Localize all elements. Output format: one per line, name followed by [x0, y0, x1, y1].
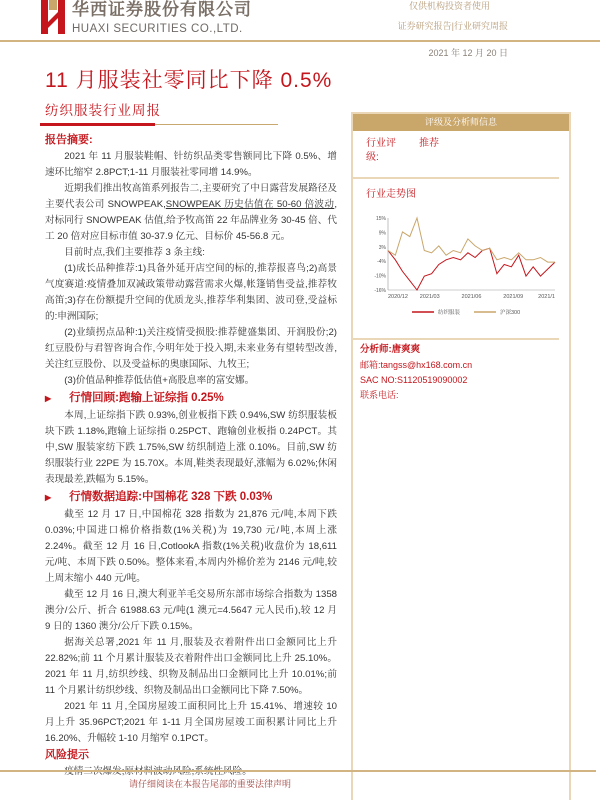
series-line-纺织服装 [388, 248, 555, 290]
y-tick-label: 15% [375, 216, 386, 222]
analyst-name: 分析师:唐爽爽 [360, 344, 421, 355]
x-tick-label: 2020/12 [388, 294, 408, 300]
data-tracking-p3: 据海关总署,2021 年 11 月,服装及衣着附件出口金额同比上升 22.82%;前 11 个月累计服装及衣着附件出口金额同比上升 25.10%。2021 年 11 月,纺织纱线、织物及制品出口金额同比上升 10.01%;前 11 个月累计纺织纱线、织物及制品出口金额同比下降 7.50%。 [45, 637, 337, 696]
data-tracking-p4: 2021 年 11 月,全国房屋竣工面积同比上升 15.41%、增速较 10 月上升 35.96PCT;2021 年 1-11 月全国房屋竣工面积累计同比上升 16.20%、升幅较 1-10 月缩窄 0.1PCT。 [45, 701, 337, 744]
rating-label: 行业评 级: [366, 138, 396, 163]
sidebar-header: 评级及分析师信息 [353, 114, 569, 131]
sidebar-divider [353, 338, 559, 340]
x-tick-label: 2021/06 [461, 294, 482, 300]
legend-label: 沪深300 [500, 310, 521, 316]
report-date: 2021 年 12 月 20 日 [428, 48, 508, 58]
footer-divider [0, 770, 596, 772]
report-type: 证券研究报告|行业研究周报 [397, 21, 508, 31]
brand-name-en: HUAXI SECURITIES CO.,LTD. [72, 23, 243, 35]
summary-p5: (2)业绩拐点品种:1)关注疫情受损股:推荐健盛集团、开润股份;2)红豆股份与君智咨询合作,今明年处于投入期,未来业务有望转型改善,关注红豆股份、以及受益标的奥康国际、九牧王; [45, 327, 337, 370]
y-tick-label: 9% [378, 230, 386, 237]
legend-label: 纺织服装 [438, 310, 461, 316]
data-tracking-p2: 截至 12 月 16 日,澳大利亚羊毛交易所东部市场综合指数为 1358 澳分/公斤、折合 61988.63 元/吨(1 澳元=4.5647 元人民币),较 12 月 9 日的 1360 澳分/公斤下跌 0.15%。 [45, 589, 337, 632]
x-tick-label: 2021/03 [419, 294, 440, 300]
summary-p2: 近期我们推出牧高笛系列报告二,主要研究了中日露营发展路径及主要代表公司 SNOWPEAK,SNOWPEAK 历史估值在 50-60 倍波动,对标同行 SNOWPEAK 估值,给予牧高笛 22 年品牌业务 30-45 倍、代工 20 倍对应目标市值 30-37.9 亿元、目标价 45-56.8 元。 [45, 183, 337, 242]
x-tick-label: 2021/1 [538, 294, 555, 300]
header-divider [0, 40, 600, 42]
page-title: 11 月服装社零同比下降 0.5% [45, 69, 333, 92]
summary-heading: 报告摘要: [45, 134, 93, 146]
huaxi-logo-icon [38, 0, 68, 34]
summary-p4: (1)成长品种推荐:1)具备外延开店空间的标的,推荐报喜鸟;2)高景气度赛道:疫情叠加双减政策带动露营需求火爆,帐篷销售受益,推荐牧高笛;3)存在份额提升空间的优质龙头,推荐华利集团、波司登,受益标的:申洲国际; [45, 263, 337, 322]
sidebar-divider [353, 177, 559, 179]
data-tracking-p1: 截至 12 月 17 日,中国棉花 328 指数为 21,876 元/吨,本周下跌 0.03%;中国进口棉价格指数(1%关税)为 19,730 元/吨,本周上涨 2.24%。截至 12 月 16 日,CotlookA 指数(1%关税)收盘价为 18,611 元/吨、本周下跌 0.50%。整体来看,本周内外棉价差为 2146 元/吨,较上周末缩小 440 元/吨。 [45, 509, 337, 584]
subtitle-accent [40, 123, 155, 126]
y-tick-label: 3% [378, 244, 386, 251]
market-review-p1: 本周,上证综指下跌 0.93%,创业板指下跌 0.94%,SW 纺织服装板块下跌 1.18%,跑输上证综指 0.25PCT、跑输创业板指 0.24PCT。其中,SW 服装家纺下跌 1.75%,SW 纺织制造上涨 0.10%。目前,SW 纺织服装行业 22PE 为 15.70X。本周,鞋类表现最好,涨幅为 6.02%;休闲表现最差,跌幅为 5.15%。 [45, 410, 337, 485]
summary-p3: 目前时点,我们主要推荐 3 条主线: [64, 247, 205, 258]
page-subtitle: 纺织服装行业周报 [45, 103, 161, 118]
trend-chart [370, 212, 565, 322]
y-tick-label: -10% [374, 273, 386, 280]
legal-notice: 请仔细阅读在本报告尾部的重要法律声明 [128, 779, 291, 789]
summary-p1: 2021 年 11 月服装鞋帽、针纺织品类零售额同比下降 0.5%、增速环比缩窄 2.8PCT;1-11 月服装社零同增 14.9%。 [45, 151, 337, 178]
bullet-arrow-icon: ▶ [45, 394, 52, 403]
x-tick-label: 2021/09 [503, 294, 524, 300]
y-tick-label: -16% [374, 288, 386, 294]
bullet-arrow-icon: ▶ [45, 493, 52, 502]
analyst-email[interactable]: 邮箱:tangss@hx168.com.cn [360, 360, 473, 370]
trend-chart-title: 行业走势图 [366, 189, 416, 200]
brand-name-cn: 华西证券股份有限公司 [72, 0, 252, 19]
market-review-heading: ▶ 行情回顾:跑输上证综指 0.25% [45, 392, 224, 404]
analyst-sac: SAC NO:S1120519090002 [360, 375, 468, 385]
rating-value: 推荐 [419, 138, 439, 149]
data-tracking-heading: ▶ 行情数据追踪:中国棉花 328 下跌 0.03% [45, 491, 273, 503]
summary-p6: (3)价值品种推荐低估值+高股息率的富安娜。 [64, 375, 255, 386]
analyst-phone: 联系电话: [360, 390, 399, 400]
main-column [45, 132, 337, 780]
risk-heading: 风险提示 [45, 749, 89, 761]
audience-note: 仅供机构投资者使用 [408, 1, 490, 11]
valuation-highlight: SNOWPEAK 历史估值在 50-60 倍波动 [165, 199, 335, 210]
y-tick-label: -4% [377, 259, 386, 266]
